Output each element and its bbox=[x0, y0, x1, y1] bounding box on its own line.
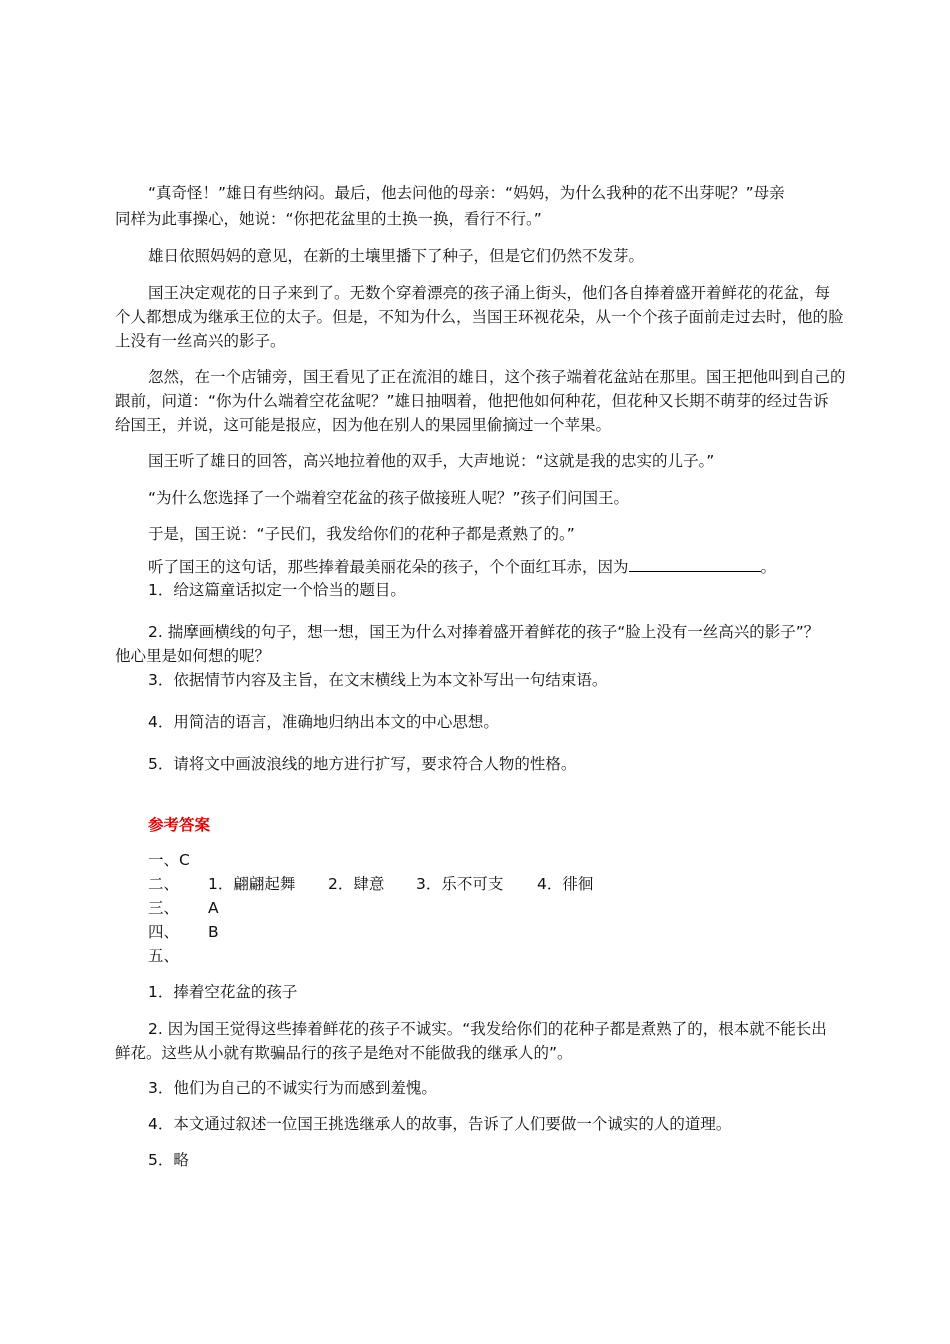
story-paragraph-4-line-1: 忽然，在一个店铺旁，国王看见了正在流泪的雄日，这个孩子端着花盆站在那里。国王把他叫到自己的 bbox=[148, 368, 846, 386]
answer-2-item: 4．徘徊 bbox=[537, 875, 594, 893]
question-2-line-2: 他心里是如何想的呢？ bbox=[115, 647, 271, 665]
story-paragraph-8-end: 。 bbox=[760, 558, 777, 576]
answer-5-4: 4．本文通过叙述一位国王挑选继承人的故事，告诉了人们要做一个诚实的人的道理。 bbox=[148, 1115, 732, 1133]
answer-3 bbox=[148, 898, 873, 918]
question-2-line-1: 2. 揣摩画横线的句子，想一想，国王为什么对捧着盛开着鲜花的孩子“脸上没有一丝高兴的影子”？ bbox=[148, 623, 820, 641]
story-paragraph-7: 于是，国王说：“子民们，我发给你们的花种子都是煮熟了的。” bbox=[148, 525, 575, 543]
story-paragraph-3-line-3: 上没有一丝高兴的影子。 bbox=[115, 332, 286, 350]
answer-5-2-line-2: 鲜花。这些从小就有欺骗品行的孩子是绝对不能做我的继承人的”。 bbox=[115, 1044, 573, 1062]
story-paragraph-2: 雄日依照妈妈的意见，在新的土壤里播下了种子，但是它们仍然不发芽。 bbox=[148, 247, 645, 265]
story-paragraph-1-line-1: “真奇怪！”雄日有些纳闷。最后，他去问他的母亲：“妈妈，为什么我种的花不出芽呢？”母亲 bbox=[148, 184, 785, 202]
answer-2-item: 3．乐不可支 bbox=[416, 875, 504, 893]
answer-5-2-line-1: 2. 因为国王觉得这些捧着鲜花的孩子不诚实。“我发给你们的花种子都是煮熟了的，根本就不能长出 bbox=[148, 1020, 827, 1038]
question-4: 4．用简洁的语言，准确地归纳出本文的中心思想。 bbox=[148, 713, 499, 731]
answer-5-3: 3．他们为自己的不诚实行为而感到羞愧。 bbox=[148, 1079, 437, 1097]
answer-3-label: 三、 bbox=[148, 899, 180, 917]
answer-5-5: 5．略 bbox=[148, 1151, 189, 1169]
answer-key-title: 参考答案 bbox=[148, 816, 211, 834]
answer-5-1: 1．捧着空花盆的孩子 bbox=[148, 983, 298, 1001]
answer-4-value: B bbox=[208, 923, 219, 941]
story-paragraph-8 bbox=[148, 557, 873, 577]
question-3: 3．依据情节内容及主旨，在文末横线上为本文补写出一句结束语。 bbox=[148, 671, 608, 689]
answer-2-label: 二、 bbox=[148, 875, 180, 893]
answer-3-value: A bbox=[208, 899, 219, 917]
answer-2-item: 2．肆意 bbox=[328, 875, 385, 893]
story-paragraph-4-line-2: 跟前，问道：“你为什么端着空花盆呢？”雄日抽咽着，他把他如何种花，但花种又长期不萌芽的经过告诉 bbox=[115, 392, 829, 410]
answer-5-label: 五、 bbox=[148, 947, 180, 965]
question-1: 1．给这篇童话拟定一个恰当的题目。 bbox=[148, 581, 406, 599]
question-5: 5．请将文中画波浪线的地方进行扩写，要求符合人物的性格。 bbox=[148, 755, 577, 773]
story-paragraph-4-line-3: 给国王，并说，这可能是报应，因为他在别人的果园里偷摘过一个苹果。 bbox=[115, 416, 612, 434]
answer-1: 一、C bbox=[148, 851, 190, 869]
story-paragraph-3-line-1: 国王决定观花的日子来到了。无数个穿着漂亮的孩子涌上街头，他们各自捧着盛开着鲜花的花盆，每 bbox=[148, 284, 831, 302]
story-paragraph-8-text: 听了国王的这句话，那些捧着最美丽花朵的孩子，个个面红耳赤，因为 bbox=[148, 558, 629, 576]
answer-2 bbox=[148, 874, 873, 894]
answer-4-label: 四、 bbox=[148, 923, 180, 941]
story-paragraph-6: “为什么您选择了一个端着空花盆的孩子做接班人呢？”孩子们问国王。 bbox=[148, 489, 630, 507]
story-paragraph-5: 国王听了雄日的回答，高兴地拉着他的双手，大声地说：“这就是我的忠实的儿子。” bbox=[148, 452, 715, 470]
answer-2-item: 1．翩翩起舞 bbox=[208, 875, 296, 893]
answer-4 bbox=[148, 922, 873, 942]
story-paragraph-1-line-2: 同样为此事操心，她说：“你把花盆里的土换一换，看行不行。” bbox=[115, 210, 542, 228]
story-paragraph-3-line-2: 个人都想成为继承王位的太子。但是，不知为什么，当国王环视花朵，从一个个孩子面前走过去时，他的脸 bbox=[115, 308, 844, 326]
answer-blank-line bbox=[629, 557, 761, 572]
